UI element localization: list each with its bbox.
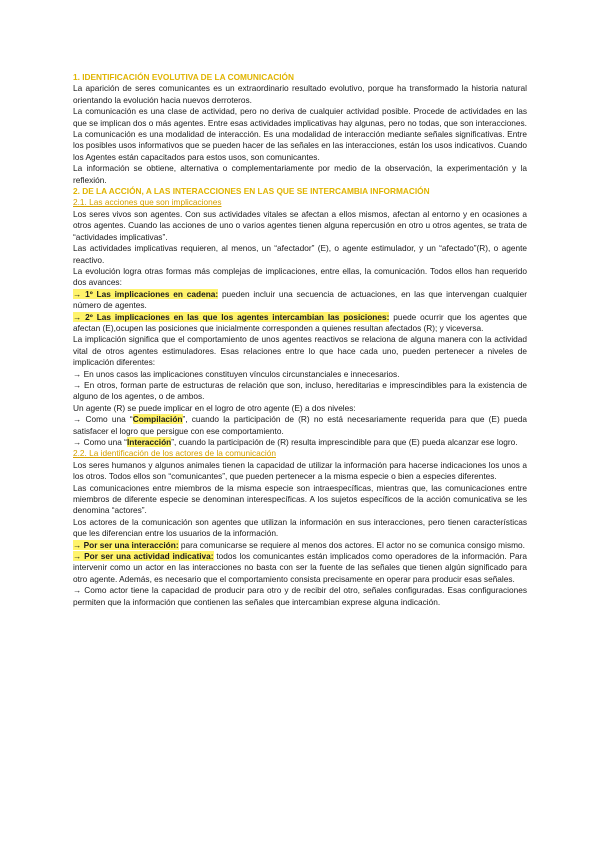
highlight: → 2º Las implicaciones en las que los agentes intercambian las posiciones: [73,311,390,322]
bullet-text: puede ocurrir que los agentes que afectan (E),ocupen las posiciones que inicialmente corresponden a quienes resultan afectados (R); y viceversa. [73,311,527,333]
bullet-text: pueden incluir una secuencia de actuaciones, en las que intervengan cualquier número de agentes. [73,288,527,311]
highlight: → 1º Las implicaciones en cadena: [73,288,219,299]
bullet-item: → En unos casos las implicaciones constituyen vínculos circunstanciales e innecesarios. [73,368,400,379]
document-page [73,72,527,608]
bullet-item [73,312,527,335]
bullet-item: → En otros, forman parte de estructuras de relación que son, incluso, hereditarias e imprescindibles para la existencia de alguno de los agentes, o de ambos. [73,379,527,402]
paragraph: Los seres vivos son agentes. Con sus actividades vitales se afectan a ellos mismos, afectan al entorno y en ocasiones a otros agentes. Cuando las acciones de uno o varios agentes tienen alguna repercusión en otro u otros agentes, se trata de “actividades implicativas”. [73,208,527,242]
bullet-text: → Como una “ [73,437,127,447]
highlight: → Por ser una actividad indicativa: [73,551,214,562]
highlight: → Por ser una interacción: [73,539,179,550]
paragraph: La evolución logra otras formas más complejas de implicaciones, entre ellas, la comunicación. Todos ellos han requerido dos avances: [73,265,527,288]
bullet-text: para comunicarse se requiere al menos dos actores. El actor no se comunica consigo mismo. [178,539,525,550]
subheading-text: 2.1. Las acciones que son implicaciones [73,197,222,208]
bullet-item [73,540,527,551]
heading-section-1: 1. IDENTIFICACIÓN EVOLUTIVA DE LA COMUNICACIÓN [73,72,294,82]
bullet-text: → Como una “ [73,414,133,425]
paragraph: La comunicación es una clase de actividad, pero no deriva de cualquier actividad posible. Procede de actividades en las que se implican dos o más agentes. Entre esas actividades implicativas hay algunas, pero no todas, que son interacciones. La comunicación es una modalidad de interacción. Es una modalidad de interacción mediante señales significativas. Entre los posibles usos informativos que se pueden hacer de las señales en las interacciones, están los usos indicativos. Cuando los Agentes están capacitados para estos usos, son comunicantes. [73,106,527,162]
paragraph: La información se obtiene, alternativa o complementariamente por medio de la observación, la experimentación y la reflexión. [73,163,527,185]
bullet-text: todos los comunicantes están implicados como operadores de la información. Para intervenir como un actor en las interacciones no basta con ser la fuente de las señales que tienen algún significado para otro agente. Además, es necesario que el comportamiento consista precisamente en operar para producir esas señales. [73,551,527,584]
bullet-item [73,289,527,312]
paragraph: Las comunicaciones entre miembros de la misma especie son intraespecíficas, mientras que, las comunicaciones entre miembros de diferente especie se denominan interespecíficas. A los sujetos específicos de la acción comunicativa se les denomina “actores”. [73,482,527,516]
heading-section-2: 2. DE LA ACCIÓN, A LAS INTERACCIONES EN LAS QUE SE INTERCAMBIA INFORMACIÓN [73,186,430,197]
bullet-text: ”, cuando la participación de (R) resulta imprescindible para que (E) pueda alcanzar ese logro. [171,437,518,447]
bullet-item [73,437,527,448]
paragraph: Las actividades implicativas requieren, al menos, un “afectador” (E), o agente estimulador, y un “afectado”(R), o agente reactivo. [73,243,527,265]
subheading-2-1 [73,197,527,208]
paragraph: Los seres humanos y algunos animales tienen la capacidad de utilizar la información para hacerse indicaciones los unos a los otros. Todos ellos son “comunicantes”, que pueden pertenecer a la misma especie o bien a especies diferentes. [73,459,527,482]
paragraph: Un agente (R) se puede implicar en el logro de otro agente (E) a dos niveles: [73,402,356,413]
paragraph: Los actores de la comunicación son agentes que utilizan la información en sus interacciones, pero tienen características que les diferencian entre los usuarios de la información. [73,516,527,539]
subheading-2-2 [73,448,527,459]
bullet-item [73,551,527,585]
paragraph: La aparición de seres comunicantes es un extraordinario resultado evolutivo, porque ha transformado la historia natural orientando la evolución hacia nuevos derroteros. [73,83,527,105]
highlight: Interacción [126,437,172,447]
paragraph: La implicación significa que el comportamiento de unos agentes reactivos se relaciona de alguna manera con la actividad vital de otros agentes estimuladores. Esas relaciones entre lo que hace cada uno, pueden pertenecer a niveles de implicación diferentes: [73,334,527,368]
bullet-item [73,414,527,437]
highlight: Compilación [132,414,183,425]
bullet-item: → Como actor tiene la capacidad de producir para otro y de recibir del otro, señales configuradas. Esas configuraciones permiten que la información que contienen las señales que intercambian exprese alguna indicación. [73,585,527,607]
subheading-text: 2.2. La identificación de los actores de la comunicación [73,448,276,459]
bullet-text: ”, cuando la participación de (R) no está necesariamente requerida para que (E) pueda satisfacer el logro que persigue con ese comportamiento. [73,414,528,436]
